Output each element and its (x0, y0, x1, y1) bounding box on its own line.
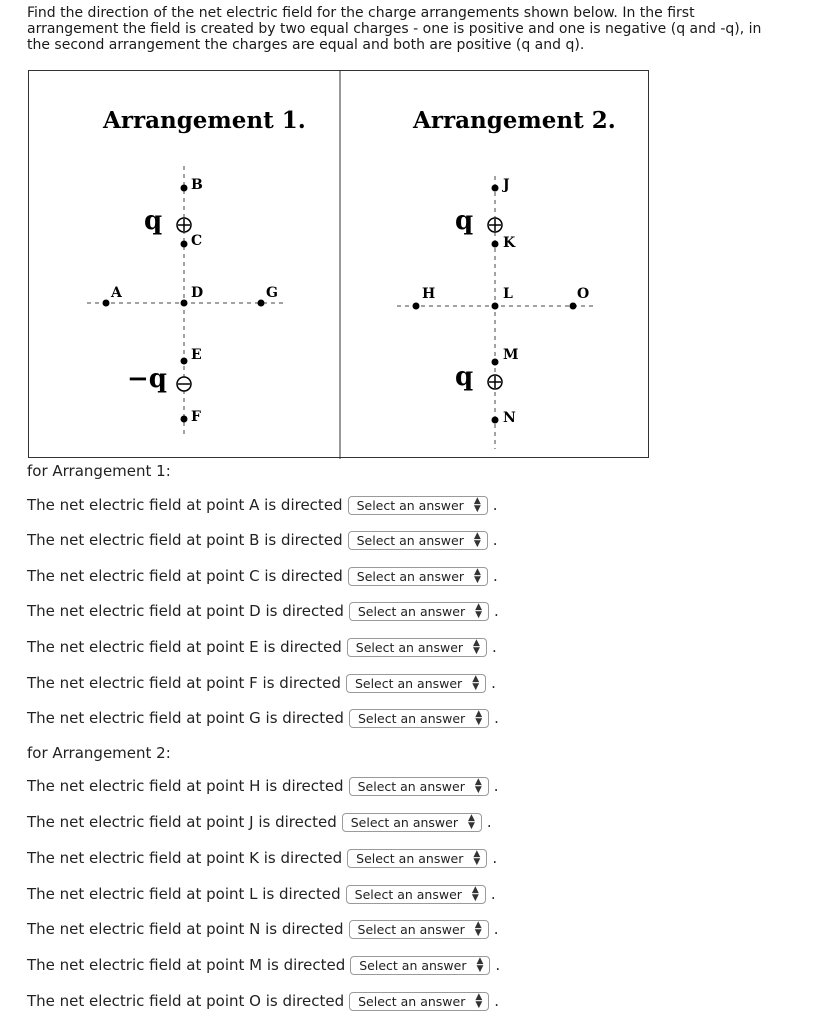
charge-arrangement-figure (28, 70, 649, 458)
question-text: The net electric field at point M is directed (27, 956, 346, 974)
select-arrows-icon: ▲ ▼ (475, 709, 483, 727)
label-J: J (503, 177, 510, 193)
select-arrows-icon: ▲ ▼ (473, 531, 481, 549)
select-arrows-icon: ▲ ▼ (474, 920, 482, 938)
question-row-F: The net electric field at point F is directed Select an answer ▲ ▼ . (27, 674, 496, 692)
arr2-charge-q-bottom-label: q (455, 362, 474, 392)
label-M: M (503, 347, 519, 363)
question-row-B: The net electric field at point B is directed Select an answer ▲ ▼ . (27, 531, 498, 549)
question-row-H: The net electric field at point H is directed Select an answer ▲ ▼ . (27, 777, 499, 795)
select-placeholder: Select an answer (357, 778, 465, 794)
select-arrows-icon: ▲ ▼ (476, 956, 484, 974)
question-text: The net electric field at point O is directed (27, 992, 345, 1010)
label-D: D (191, 285, 204, 301)
select-placeholder: Select an answer (356, 568, 465, 584)
select-placeholder: Select an answer (354, 675, 463, 691)
select-placeholder: Select an answer (355, 639, 464, 655)
arrangement-1-title: Arrangement 1. (103, 107, 306, 134)
point-L-dot (492, 303, 499, 310)
select-placeholder: Select an answer (357, 710, 466, 726)
question-row-N: The net electric field at point N is directed Select an answer ▲ ▼ . (27, 920, 499, 938)
label-C: C (191, 233, 203, 249)
question-text: The net electric field at point C is directed (27, 567, 343, 585)
label-G: G (266, 285, 278, 301)
answer-select-N[interactable] (349, 920, 489, 939)
point-N-dot (492, 417, 499, 424)
point-B-dot (181, 185, 188, 192)
question-text: The net electric field at point F is directed (27, 674, 341, 692)
question-row-K: The net electric field at point K is directed Select an answer ▲ ▼ . (27, 849, 498, 867)
question-text: The net electric field at point D is directed (27, 602, 344, 620)
question-row-O: The net electric field at point O is directed Select an answer ▲ ▼ . (27, 992, 500, 1010)
point-F-dot (181, 416, 188, 423)
point-M-dot (492, 359, 499, 366)
question-row-E: The net electric field at point E is directed Select an answer ▲ ▼ . (27, 638, 497, 656)
label-B: B (191, 177, 203, 193)
select-arrows-icon: ▲ ▼ (473, 638, 480, 656)
select-placeholder: Select an answer (356, 497, 464, 513)
arr2-positive-charge-top-icon (488, 218, 502, 232)
question-row-G: The net electric field at point G is directed Select an answer ▲ ▼ . (27, 709, 499, 727)
point-A-dot (103, 300, 110, 307)
point-O-dot (570, 303, 577, 310)
point-C-dot (181, 241, 188, 248)
question-row-J: The net electric field at point J is directed Select an answer ▲ ▼ . (27, 813, 492, 831)
question-row-A: The net electric field at point A is directed Select an answer ▲ ▼ . (27, 496, 498, 514)
arr2-charge-q-top-label: q (455, 206, 474, 236)
select-placeholder: Select an answer (356, 850, 464, 866)
arr1-charge-q-label: q (144, 206, 163, 236)
label-O: O (577, 286, 590, 302)
question-text: The net electric field at point E is directed (27, 638, 342, 656)
question-row-D: The net electric field at point D is directed Select an answer ▲ ▼ . (27, 602, 499, 620)
answer-select-O[interactable] (349, 992, 489, 1011)
answer-select-J[interactable] (342, 813, 482, 832)
select-placeholder: Select an answer (350, 814, 458, 830)
question-text: The net electric field at point B is directed (27, 531, 343, 549)
answer-select-D[interactable] (349, 602, 489, 621)
arr2-positive-charge-bottom-icon (488, 375, 502, 389)
label-L: L (503, 286, 513, 302)
answer-select-E[interactable] (347, 638, 487, 657)
label-E: E (191, 347, 202, 363)
arr1-negative-charge-icon (177, 377, 191, 391)
label-K: K (503, 235, 516, 251)
question-text: The net electric field at point N is directed (27, 920, 344, 938)
point-E-dot (181, 358, 188, 365)
select-placeholder: Select an answer (354, 886, 462, 902)
point-D-dot (181, 300, 188, 307)
question-text: The net electric field at point J is directed (27, 813, 337, 831)
answer-select-M[interactable] (350, 956, 490, 975)
answer-select-B[interactable] (348, 531, 488, 550)
question-row-L: The net electric field at point L is directed Select an answer ▲ ▼ . (27, 885, 496, 903)
answer-select-G[interactable] (349, 709, 489, 728)
select-arrows-icon: ▲ ▼ (472, 674, 480, 692)
question-text: The net electric field at point L is directed (27, 885, 341, 903)
question-text: The net electric field at point G is directed (27, 709, 344, 727)
point-K-dot (492, 241, 499, 248)
select-placeholder: Select an answer (359, 957, 467, 973)
question-row-M: The net electric field at point M is directed Select an answer ▲ ▼ . (27, 956, 501, 974)
point-J-dot (492, 185, 499, 192)
select-placeholder: Select an answer (356, 532, 464, 548)
select-arrows-icon: ▲ ▼ (475, 992, 483, 1010)
select-arrows-icon: ▲ ▼ (474, 567, 481, 585)
answer-select-C[interactable] (348, 567, 488, 586)
arrangement-2-section-label: for Arrangement 2: (27, 744, 171, 762)
label-F: F (191, 409, 201, 425)
point-H-dot (413, 303, 420, 310)
select-placeholder: Select an answer (358, 993, 466, 1009)
select-arrows-icon: ▲ ▼ (474, 777, 482, 795)
answer-select-L[interactable] (346, 885, 486, 904)
arrangement-2-title: Arrangement 2. (413, 107, 616, 134)
question-row-C: The net electric field at point C is directed Select an answer ▲ ▼ . (27, 567, 498, 585)
select-arrows-icon: ▲ ▼ (473, 496, 481, 514)
question-text: The net electric field at point H is directed (27, 777, 344, 795)
problem-statement: Find the direction of the net electric field for the charge arrangements shown below. In the first arrangement the field is created by two equal charges - one is positive and one is negative (q and -q), in the second arrangement the charges are equal and both are positive (q and q). (27, 5, 762, 53)
select-placeholder: Select an answer (357, 921, 465, 937)
arr1-positive-charge-icon (177, 218, 191, 232)
answer-select-K[interactable] (347, 849, 487, 868)
answer-select-F[interactable] (346, 674, 486, 693)
label-A: A (111, 285, 122, 301)
answer-select-H[interactable] (349, 777, 489, 796)
arrangement-1-section-label: for Arrangement 1: (27, 462, 171, 480)
point-G-dot (258, 300, 265, 307)
label-H: H (422, 286, 436, 302)
select-placeholder: Select an answer (357, 603, 466, 619)
select-arrows-icon: ▲ ▼ (467, 813, 475, 831)
arr1-charge-neg-q-label: −q (127, 364, 167, 394)
question-text: The net electric field at point A is directed (27, 496, 343, 514)
select-arrows-icon: ▲ ▼ (475, 602, 483, 620)
label-N: N (503, 410, 516, 426)
select-arrows-icon: ▲ ▼ (471, 885, 479, 903)
question-text: The net electric field at point K is directed (27, 849, 343, 867)
answer-select-A[interactable] (348, 496, 488, 515)
select-arrows-icon: ▲ ▼ (473, 849, 481, 867)
